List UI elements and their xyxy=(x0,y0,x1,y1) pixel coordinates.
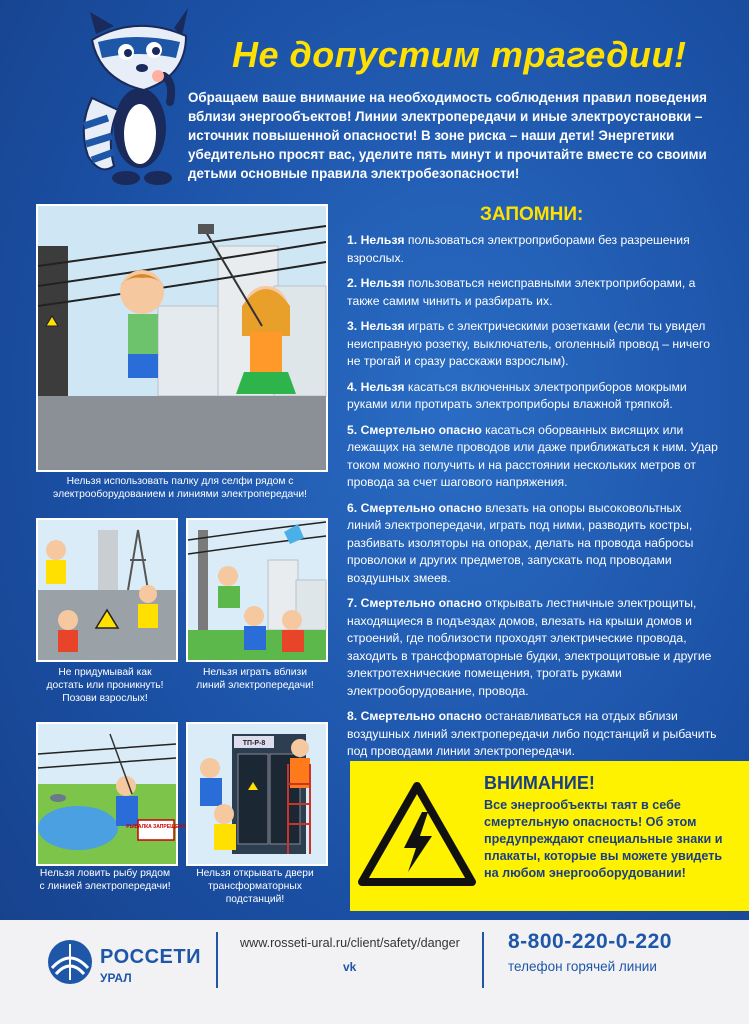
footer-divider-1 xyxy=(216,932,218,988)
selfie-illustration xyxy=(36,204,328,472)
rule-item: 7. Смертельно опасно открывать лестничные электрощиты, находящиеся в подъездах домов, влезать на крыши домов и строений, где поблизости проходят электрические провода, заходить в трансформаторные будки, электрощитовые и другие электротехнические помещения, трогать руками электрооборудование, провода. xyxy=(347,596,712,698)
substation-caption: Не придумывай как достать или проникнуть! Позови взрослых! xyxy=(46,667,164,704)
selfie-caption: Нельзя использовать палку для селфи рядом с электрооборудованием и линиями электропередачи! xyxy=(53,476,307,500)
powerlines-caption: Нельзя играть вблизи линий электропередачи! xyxy=(196,667,314,691)
safety-link[interactable]: www.rosseti-ural.ru/client/safety/danger xyxy=(240,936,460,950)
intro-text: Обращаем ваше внимание на необходимость соблюдения правил поведения вблизи энергообъектов! Линии электропередачи и иные электроустановки – источник повышенной опасности! В зоне риска – наши дети! Энергетики убедительно просят вас, уделите пять минут и прочитайте вместе со своими детьми основные правила электробезопасности! xyxy=(188,90,707,181)
doors-illustration xyxy=(186,722,328,866)
transformer-plate-text: ТП-Р-8 xyxy=(242,740,266,747)
rules-heading: ЗАПОМНИ: xyxy=(480,204,584,225)
hotline-label: телефон горячей линии xyxy=(508,959,657,974)
vk-icon[interactable]: vk xyxy=(343,960,357,974)
rule-item: 2. Нельзя пользоваться неисправными электроприборами, а также самим чинить и разбирать их. xyxy=(347,276,696,308)
powerlines-illustration xyxy=(186,518,328,662)
fishing-caption: Нельзя ловить рыбу рядом с линией электропередачи! xyxy=(39,868,171,892)
warning-title: ВНИМАНИЕ! xyxy=(484,773,595,793)
brand-sub: УРАЛ xyxy=(100,971,132,985)
hotline-phone[interactable]: 8-800-220-0-220 xyxy=(508,930,672,953)
rule-item: 5. Смертельно опасно касаться оборванных висящих или лежащих на земле проводов или даже приближаться к ним. Удар током можно получить и на расстоянии нескольких метров от провода за счет шагового напряжения. xyxy=(347,422,718,489)
rule-item: 6. Смертельно опасно влезать на опоры высоковольтных линий электропередачи, играть под ними, разводить костры, разбивать изоляторы на опорах, делать на провода набросы проволоки и других предметов, запускать под проводами воздушных змеев. xyxy=(347,500,694,585)
rule-item: 1. Нельзя пользоваться электроприборами без разрешения взрослых. xyxy=(347,233,690,265)
rule-item: 3. Нельзя играть с электрическими розетками (если ты увидел неисправную розетку, выключатель, оголенный провод – ничего не трогай и сразу расскажи взрослым). xyxy=(347,319,710,368)
rule-item: 8. Смертельно опасно останавливаться на отдых вблизи воздушных линий электропередачи либо подстанций и рыбачить под проводами линии электропередачи. xyxy=(347,709,717,758)
substation-illustration xyxy=(36,518,178,662)
page-title: Не допустим трагедии! xyxy=(232,34,687,75)
warning-text: Все энергообъекты таят в себе смертельную опасность! Об этом предупреждают специальные знаки и плакаты, которые вы можете увидеть на любом энергооборудовании! xyxy=(484,798,723,880)
rule-item: 4. Нельзя касаться включенных электроприборов мокрыми руками или протирать электроприборы влажной тряпкой. xyxy=(347,379,687,411)
fishing-illustration xyxy=(36,722,186,866)
doors-caption: Нельзя открывать двери трансформаторных подстанций! xyxy=(196,868,314,905)
rules-list xyxy=(347,232,719,769)
high-voltage-warning-icon xyxy=(358,782,476,888)
raccoon-mascot xyxy=(78,6,198,191)
rosseti-logo-icon xyxy=(46,938,94,986)
fishing-sign-text-1: РЫБАЛКА ЗАПРЕЩЕНА xyxy=(126,824,186,830)
footer-divider-2 xyxy=(482,932,484,988)
brand-name: РОССЕТИ xyxy=(100,946,201,968)
